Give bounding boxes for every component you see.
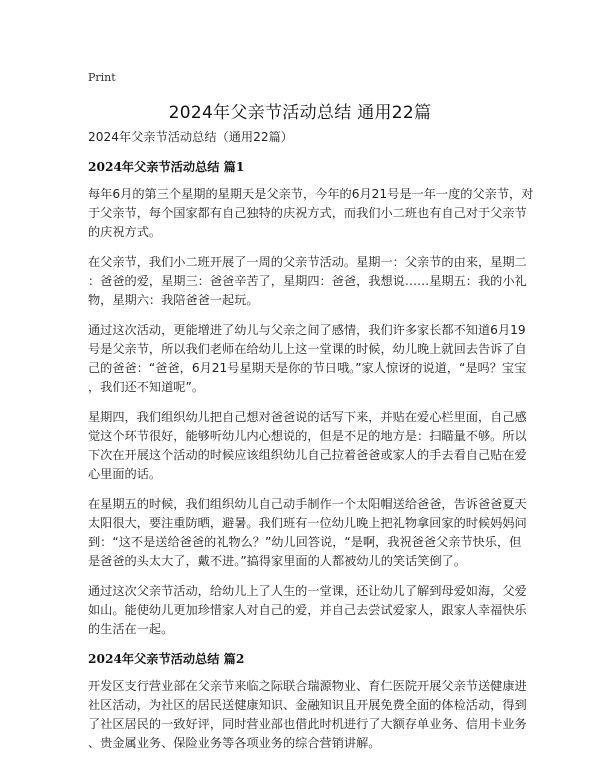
body-paragraph <box>88 253 527 310</box>
paragraph-line: ：爸爸的爱，星期三：爸爸辛苦了，星期四：爸爸，我想说……星期五：我的小礼 <box>88 274 527 288</box>
paragraph-line: 于父亲节，每个国家都有自己独特的庆祝方式，而我们小二班也有自己对于父亲节 <box>88 206 527 220</box>
body-paragraph <box>88 185 534 242</box>
paragraph-line: 如山。能使幼儿更加珍惜家人对自己的爱，并自己去尝试爱家人，跟家人幸福快乐 <box>88 603 527 617</box>
paragraph-line: 通过这次活动，更能增进了幼儿与父亲之间了感情，我们许多家长都不知道6月19 <box>88 323 526 337</box>
paragraph-line: 心里面的话。 <box>88 467 162 481</box>
paragraph-line: 在星期五的时候，我们组织幼儿自己动手制作一个太阳帽送给爸爸，告诉爸爸夏天 <box>88 497 527 511</box>
paragraph-line: 己的爸爸：“爸爸，6月21号星期天是你的节日哦。”家人惊讶的说道，“是吗？宝宝 <box>88 361 527 375</box>
body-paragraph <box>88 677 527 753</box>
paragraph-line: 在父亲节，我们小二班开展了一周的父亲节活动。星期一：父亲节的由来，星期二 <box>88 255 527 269</box>
body-paragraph <box>88 495 527 571</box>
paragraph-line: 了社区居民的一致好评，同时营业部也借此时机进行了大额存单业务、信用卡业务 <box>88 717 527 731</box>
document-body <box>88 128 534 764</box>
paragraph-line: ，我们还不知道呢”。 <box>88 380 205 394</box>
sections-container <box>88 158 534 753</box>
paragraph-line: 的庆祝方式。 <box>88 225 162 239</box>
paragraph-line: 的生活在一起。 <box>88 622 174 636</box>
body-paragraph <box>88 582 527 639</box>
paragraph-line: 是爸爸的头太大了，戴不进。”搞得家里面的人都被幼儿的笑话笑倒了。 <box>88 554 467 568</box>
paragraph-line: 物，星期六：我陪爸爸一起玩。 <box>88 293 259 307</box>
paragraph-line: 太阳很大，要注重防晒，避暑。我们班有一位幼儿晚上把礼物拿回家的时候妈妈问 <box>88 516 527 530</box>
paragraph-line: 下次在开展这个活动的时候应该组织幼儿自己拉着爸爸或家人的手去看自己贴在爱 <box>88 448 527 462</box>
paragraph-line: 觉这个环节很好，能够听幼儿内心想说的，但是不足的地方是：扫瞄量不够。所以 <box>88 429 527 443</box>
body-paragraph <box>88 321 527 397</box>
paragraph-line: 每年6月的第三个星期的星期天是父亲节，今年的6月21号是一年一度的父亲节，对 <box>88 187 534 201</box>
paragraph-line: 星期四，我们组织幼儿把自己想对爸爸说的话写下来，并贴在爱心栏里面，自己感 <box>88 410 527 424</box>
document-subtitle: 2024年父亲节活动总结（通用22篇） <box>88 130 293 144</box>
paragraph-line: 社区活动，为社区的居民送健康知识、金融知识且开展免费全面的体检活动，得到 <box>88 698 527 712</box>
print-link[interactable]: Print <box>88 71 116 84</box>
paragraph-line: 、贵金属业务、保险业务等各项业务的综合营销讲解。 <box>88 736 381 750</box>
section-heading: 2024年父亲节活动总结 篇1 <box>88 160 245 174</box>
paragraph-line: 到：“这不是送给爸爸的礼物么？”幼儿回答说，“是啊，我祝爸爸父亲节快乐，但 <box>88 535 522 549</box>
paragraph-line: 通过这次父亲节活动，给幼儿上了人生的一堂课，还让幼儿了解到母爱如海，父爱 <box>88 584 527 598</box>
paragraph-line: 号是父亲节，所以我们老师在给幼儿上这一堂课的时候，幼儿晚上就回去告诉了自 <box>88 342 527 356</box>
body-paragraph <box>88 408 527 484</box>
document-title: 2024年父亲节活动总结 通用22篇 <box>168 103 432 123</box>
paragraph-line: 开发区支行营业部在父亲节来临之际联合瑞源物业、育仁医院开展父亲节送健康进 <box>88 679 527 693</box>
section-heading: 2024年父亲节活动总结 篇2 <box>88 652 245 666</box>
